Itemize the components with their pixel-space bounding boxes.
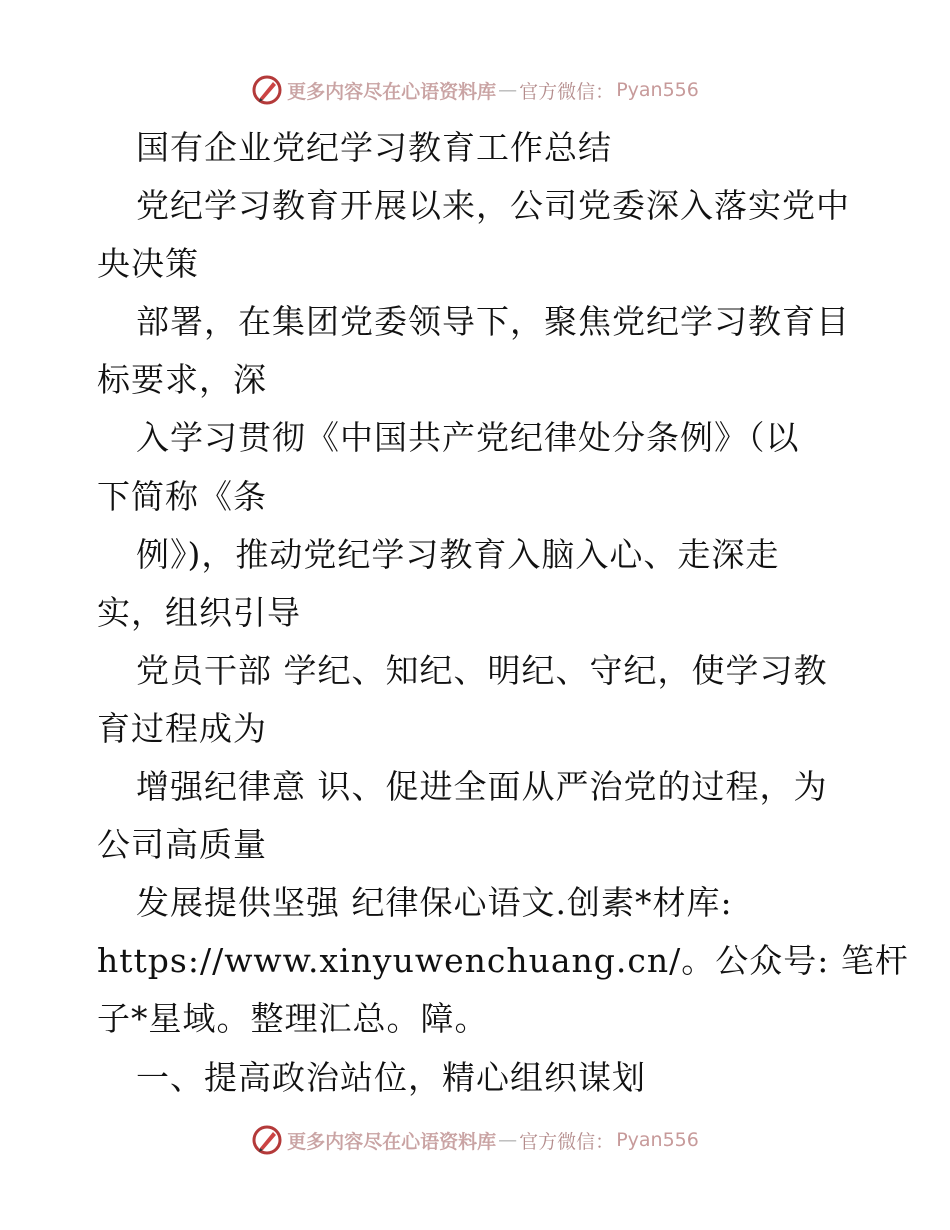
text-line: 党纪学习教育开展以来，公司党委深入落实党中 [136,186,850,226]
footer-watermark [0,1120,950,1160]
header-watermark [0,70,950,110]
watermark-separator: — [498,79,518,101]
watermark-wechat-label: 官方微信 [519,1130,596,1153]
text-line: 育过程成为 [97,708,267,748]
text-line: 入学习贯彻《中国共产党纪律处分条例》（以 [136,418,800,458]
watermark-wechat-id: Pyan556 [616,79,699,101]
text-line: 一、提高政治站位，精心组织谋划 [136,1057,646,1097]
watermark-wechat-id: Pyan556 [616,1129,699,1151]
text-line: https://www.xinyuwenchuang.cn/。公众号: 笔杆 [97,941,909,981]
text-line: 部署，在集团党委领导下，聚焦党纪学习教育目 [136,302,850,342]
watermark-colon: ： [595,1130,615,1153]
text-line: 标要求，深 [97,360,267,400]
document-title: 国有企业党纪学习教育工作总结 [136,128,612,167]
watermark-text: 更多内容尽在心语资料库 [287,1130,497,1153]
text-line: 下简称《条 [97,476,267,516]
text-line: 公司高质量 [97,825,267,865]
text-line: 央决策 [97,244,199,284]
text-line: 例》)，推动党纪学习教育入脑入心、走深走 [136,534,780,574]
watermark-separator: — [498,1129,518,1151]
text-line: 增强纪律意 识、促进全面从严治党的过程，为 [136,767,828,807]
watermark-text: 更多内容尽在心语资料库 [287,80,497,103]
text-line: 子*星域。整理汇总。障。 [97,999,489,1039]
text-line: 实，组织引导 [97,592,301,632]
document-body [97,119,909,1107]
quill-pen-logo-icon [251,1124,283,1156]
watermark-wechat-label: 官方微信 [519,80,596,103]
text-line: 发展提供坚强 纪律保心语文.创素*材库: [136,883,733,923]
watermark-colon: ： [595,80,615,103]
text-line: 党员干部 学纪、知纪、明纪、守纪，使学习教 [136,650,828,690]
quill-pen-logo-icon [251,74,283,106]
